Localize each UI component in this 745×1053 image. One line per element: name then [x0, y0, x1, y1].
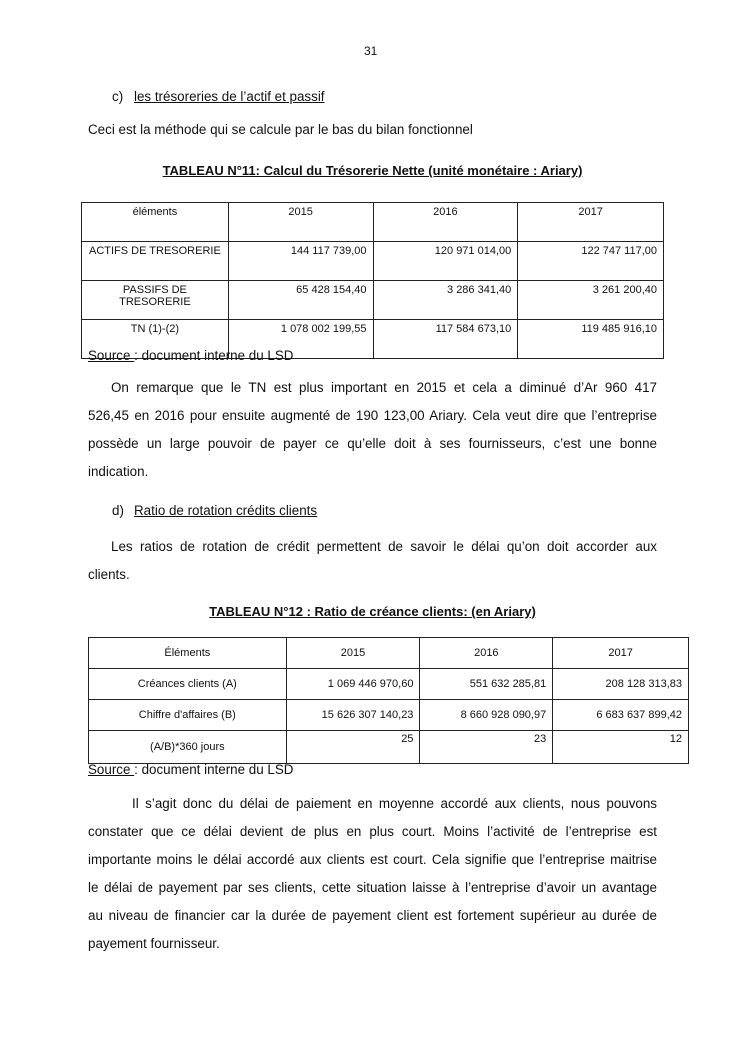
table11	[81, 202, 664, 359]
row-label: ACTIFS DE TRESORERIE	[82, 242, 229, 281]
section-d-marker: d)	[112, 503, 124, 518]
paragraph-line: importante moins le délai accordé aux clients est court. Cela signifie que l’entreprise maitrise	[88, 852, 657, 867]
table-row	[89, 700, 689, 731]
table-row	[82, 242, 664, 281]
cell: 15 626 307 140,23	[286, 700, 420, 731]
cell: 23	[420, 731, 553, 764]
row-label: Créances clients (A)	[89, 669, 287, 700]
cell: 117 584 673,10	[373, 320, 518, 359]
cell: 6 683 637 899,42	[553, 700, 689, 731]
paragraph-line: possède un large pouvoir de payer ce qu’elle doit à ses fournisseurs, c’est une bonne	[88, 436, 657, 451]
table12	[88, 637, 689, 764]
cell: 120 971 014,00	[373, 242, 518, 281]
table-row	[89, 731, 689, 764]
paragraph-line: Les ratios de rotation de crédit permettent de savoir le délai qu’on doit accorder aux	[111, 539, 657, 554]
paragraph-line: au niveau de financier car la durée de payement client est fortement supérieur au durée de	[88, 908, 657, 923]
table-header-row	[89, 638, 689, 669]
header-cell: Éléments	[89, 638, 287, 669]
cell: 122 747 117,00	[518, 242, 664, 281]
cell: 1 069 446 970,60	[286, 669, 420, 700]
paragraph-line: 526,45 en 2016 pour ensuite augmenté de 190 123,00 Ariary. Cela veut dire que l’entreprise	[88, 408, 657, 423]
section-c-marker: c)	[112, 89, 124, 104]
cell: 119 485 916,10	[518, 320, 664, 359]
cell: 12	[553, 731, 689, 764]
table12-title: TABLEAU N°12 : Ratio de créance clients: (en Ariary)	[209, 604, 536, 619]
row-label: TN (1)-(2)	[82, 320, 229, 359]
header-cell: 2017	[553, 638, 689, 669]
paragraph-line: constater que ce délai devient de plus en plus court. Moins l’activité de l’entreprise est	[88, 824, 657, 839]
cell: 551 632 285,81	[420, 669, 553, 700]
page-number: 31	[364, 44, 378, 58]
row-label: Chiffre d'affaires (B)	[89, 700, 287, 731]
header-cell: éléments	[82, 203, 229, 242]
cell: 8 660 928 090,97	[420, 700, 553, 731]
header-cell: 2016	[420, 638, 553, 669]
header-cell: 2016	[373, 203, 518, 242]
row-label: (A/B)*360 jours	[89, 731, 287, 764]
paragraph-line: payement fournisseur.	[88, 936, 220, 951]
intro-text: Ceci est la méthode qui se calcule par le bas du bilan fonctionnel	[88, 122, 473, 137]
source-label: Source	[88, 762, 135, 777]
cell: 25	[286, 731, 420, 764]
source-text: : document interne du LSD	[134, 762, 294, 777]
source-label: Source	[88, 348, 135, 363]
table12-source	[88, 762, 293, 777]
cell: 208 128 313,83	[553, 669, 689, 700]
table11-source	[88, 348, 293, 363]
cell: 1 078 002 199,55	[228, 320, 373, 359]
cell: 65 428 154,40	[228, 281, 373, 320]
section-c-heading: les trésoreries de l’actif et passif	[134, 89, 325, 104]
header-cell: 2017	[518, 203, 664, 242]
header-cell: 2015	[228, 203, 373, 242]
header-cell: 2015	[286, 638, 420, 669]
cell: 3 286 341,40	[373, 281, 518, 320]
paragraph-line: clients.	[88, 567, 130, 582]
section-d-heading: Ratio de rotation crédits clients	[134, 503, 318, 518]
table-header-row	[82, 203, 664, 242]
paragraph-line: le délai de payement par ses clients, cette situation laisse à l’entreprise d’avoir un avantage	[88, 880, 657, 895]
paragraph-line: Il s’agit donc du délai de paiement en moyenne accordé aux clients, nous pouvons	[132, 796, 657, 811]
paragraph-line: indication.	[88, 464, 149, 479]
table-row	[89, 669, 689, 700]
cell: 3 261 200,40	[518, 281, 664, 320]
cell: 144 117 739,00	[228, 242, 373, 281]
paragraph-line: On remarque que le TN est plus important en 2015 et cela a diminué d’Ar 960 417	[111, 380, 657, 395]
table-row	[82, 281, 664, 320]
table11-title: TABLEAU N°11: Calcul du Trésorerie Nette (unité monétaire : Ariary)	[162, 163, 583, 178]
row-label: PASSIFS DE TRESORERIE	[82, 281, 229, 320]
source-text: : document interne du LSD	[134, 348, 294, 363]
